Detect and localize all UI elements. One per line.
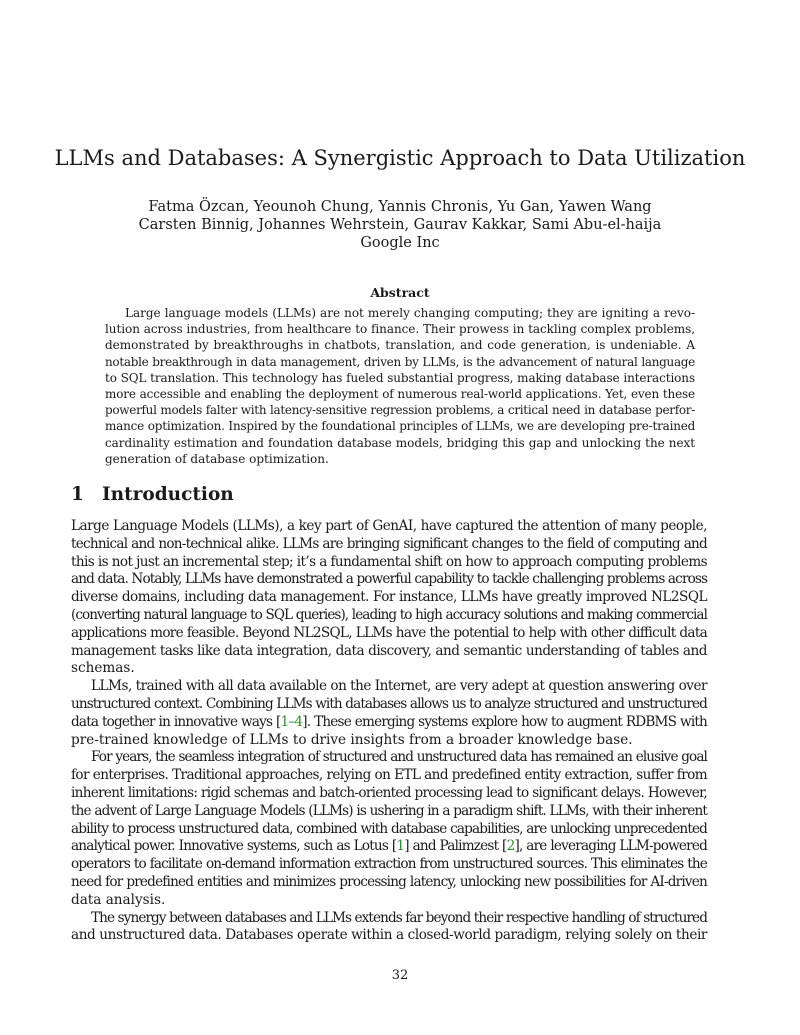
paragraph-line: this is not just an incremental step; it’s a fundamental shift on how to approach computing problems [71,553,707,570]
citation-link[interactable]: 1 [396,838,405,855]
abstract-heading: Abstract [370,285,430,300]
citation-link[interactable]: 1–4 [280,713,303,730]
citation-link[interactable]: 2 [506,838,515,855]
paragraph-line [71,838,707,856]
authors-line: Fatma Özcan, Yeounoh Chung, Yannis Chronis, Yu Gan, Yawen Wang [148,199,652,215]
paragraph-line: schemas. [71,660,135,677]
paragraph-line [71,714,707,732]
affiliation: Google Inc [360,235,440,251]
abstract-line: Large language models (LLMs) are not merely changing computing; they are igniting a revo- [125,306,695,320]
paragraph-line: applications more feasible. Beyond NL2SQL, LLMs have the potential to help with other difficult data [71,624,707,641]
paragraph-line: The synergy between databases and LLMs extends far beyond their respective handling of structured [91,909,707,926]
paragraph-line: (converting natural language to SQL queries), leading to high accuracy solutions and making commercial [71,606,707,623]
abstract-line: to SQL translation. This technology has fueled substantial progress, making database interactions [105,370,695,385]
abstract-line: cardinality estimation and foundation database models, bridging this gap and unlocking the next [105,435,695,450]
paragraph-line: for enterprises. Traditional approaches, relying on ETL and predefined entity extraction, suffer from [71,767,707,784]
paragraph-line: inherent limitations: rigid schemas and batch-oriented processing lead to significant delays. However, [71,784,707,801]
text-run: ] and Palimzest [ [404,838,507,855]
paragraph-line: Large Language Models (LLMs), a key part of GenAI, have captured the attention of many people, [71,518,707,534]
abstract-line: generation of database optimization. [105,451,329,466]
page-number: 32 [391,968,409,983]
paragraph-line: technical and non-technical alike. LLMs are bringing significant changes to the field of computing and [71,535,707,552]
abstract-line: notable breakthrough in data management, driven by LLMs, is the advancement of natural language [105,354,695,369]
paragraph-line: the advent of Large Language Models (LLMs) is ushering in a paradigm shift. LLMs, with their inherent [71,802,707,819]
text-run: data together in innovative ways [ [71,713,281,730]
section-number: 1 [71,484,84,505]
text-run: ], are leveraging LLM-powered [514,838,708,855]
paragraph-line: For years, the seamless integration of structured and unstructured data has remained an elusive goal [91,749,707,766]
text-run: ]. These emerging systems explore how to augment RDBMS with [302,713,707,730]
paragraph-line: and data. Notably, LLMs have demonstrated a powerful capability to tackle challenging problems across [71,571,708,588]
abstract-line: demonstrated by breakthroughs in chatbots, translation, and code generation, is undeniable. A [105,338,695,353]
abstract-line: powerful models falter with latency-sensitive regression problems, a critical need in database perfor- [105,403,695,418]
paragraph-line: data analysis. [71,891,166,908]
abstract-line: lution across industries, from healthcare to finance. Their prowess in tackling complex problems, [105,322,695,337]
abstract-text [105,305,695,467]
paragraph-line: unstructured context. Combining LLMs with databases allows us to analyze structured and unstructured [71,695,707,712]
paragraph-line: LLMs, trained with all data available on the Internet, are very adept at question answering over [91,678,707,695]
paper-title: LLMs and Databases: A Synergistic Approach to Data Utilization [54,146,746,170]
abstract-line: more accessible and enabling the deployment of numerous real-world applications. Yet, even these [105,387,695,402]
paragraph-line: need for predefined entities and minimizes processing latency, unlocking new possibilities for AI-driven [71,873,707,890]
paragraph-line: diverse domains, including data management. For instance, LLMs have greatly improved NL2SQL [71,589,707,606]
abstract-line: mance optimization. Inspired by the foundational principles of LLMs, we are developing pre-trained [105,419,696,434]
author-block [0,198,800,252]
paragraph-line: and unstructured data. Databases operate within a closed-world paradigm, relying solely on their [71,927,708,944]
text-run: analytical power. Innovative systems, such as Lotus [ [71,838,397,855]
authors-line: Carsten Binnig, Johannes Wehrstein, Gaurav Kakkar, Sami Abu-el-haija [138,217,662,233]
section-heading [71,484,234,505]
paragraph-line: ability to process unstructured data, combined with database capabilities, are unlocking unprecedented [71,820,707,837]
paragraph-line: operators to facilitate on-demand information extraction from unstructured sources. This eliminates the [71,856,707,873]
section-title: Introduction [102,484,234,505]
paragraph-line: management tasks like data integration, data discovery, and semantic understanding of tables and [71,642,707,659]
body-text [71,518,707,945]
paragraph-line: pre-trained knowledge of LLMs to drive insights from a broader knowledge base. [71,731,633,748]
